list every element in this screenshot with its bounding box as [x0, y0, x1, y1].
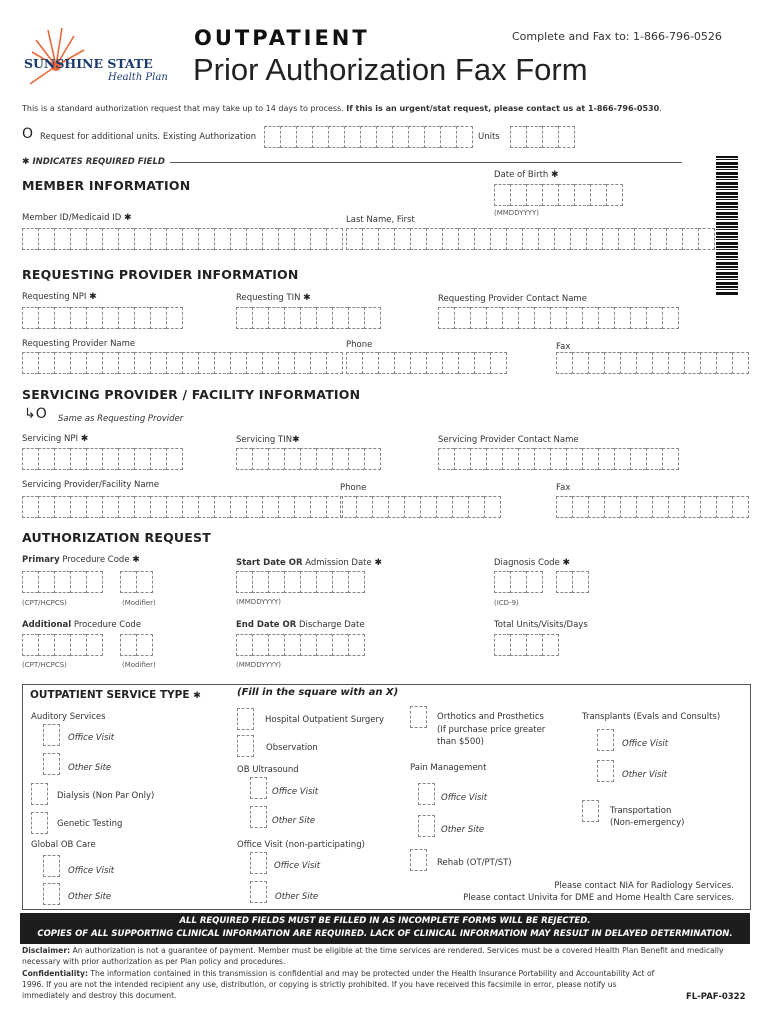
- diagnosis-label: Diagnosis Code ✱: [494, 558, 571, 568]
- office-visit-nonpar-label: Office Visit (non-participating): [237, 840, 365, 850]
- end-date-format: (MMDDYYYY): [236, 661, 282, 669]
- transportation-label-1: Transportation: [610, 806, 672, 816]
- servicing-phone-boxes[interactable]: [340, 496, 501, 518]
- auditory-other-site-label: Other Site: [68, 763, 112, 773]
- requesting-contact-label: Requesting Provider Contact Name: [438, 294, 587, 304]
- nia-note: Please contact NIA for Radiology Services.: [554, 881, 734, 891]
- auditory-office-visit-label: Office Visit: [68, 733, 115, 743]
- requesting-phone-boxes[interactable]: [346, 352, 507, 374]
- member-id-label: Member ID/Medicaid ID ✱: [22, 213, 132, 223]
- start-date-label: Start Date OR Admission Date ✱: [236, 558, 382, 568]
- form-type: OUTPATIENT: [194, 26, 370, 50]
- servicing-npi-boxes[interactable]: [22, 448, 183, 470]
- transplants-office-visit-label: Office Visit: [622, 739, 669, 749]
- requesting-fax-label: Fax: [556, 342, 571, 352]
- primary-procedure-label: Primary Procedure Code ✱: [22, 555, 140, 565]
- pain-other-site-checkbox[interactable]: [418, 815, 435, 837]
- dob-label: Date of Birth ✱: [494, 170, 559, 180]
- servicing-name-boxes[interactable]: [22, 496, 343, 518]
- univita-note: Please contact Univita for DME and Home Health Care services.: [463, 893, 734, 903]
- ob-ultrasound-office-visit-checkbox[interactable]: [250, 777, 267, 799]
- diagnosis-boxes-main[interactable]: [494, 571, 543, 593]
- urgent-contact-text: If this is an urgent/stat request, please contact us at 1-866-796-0530: [346, 104, 660, 113]
- transplants-label: Transplants (Evals and Consults): [582, 712, 721, 722]
- servicing-fax-boxes[interactable]: [556, 496, 749, 518]
- required-field-note: ✱ INDICATES REQUIRED FIELD: [22, 157, 165, 167]
- banner-line-2: COPIES OF ALL SUPPORTING CLINICAL INFORMATION ARE REQUIRED. LACK OF CLINICAL INFORMATION MAY RESULT IN DELAYED DETERMINATION.: [37, 929, 733, 939]
- orthotics-label-2: (If purchase price greater: [437, 725, 546, 735]
- servicing-npi-label: Servicing NPI ✱: [22, 434, 89, 444]
- global-ob-office-visit-checkbox[interactable]: [43, 855, 60, 877]
- start-date-format: (MMDDYYYY): [236, 598, 282, 606]
- service-type-heading: OUTPATIENT SERVICE TYPE ✱: [30, 689, 201, 701]
- barcode: [716, 156, 738, 296]
- nonpar-office-visit-label: Office Visit: [274, 861, 321, 871]
- end-date-label: End Date OR Discharge Date: [236, 620, 365, 630]
- diagnosis-boxes-decimal[interactable]: [556, 571, 589, 593]
- member-name-label: Last Name, First: [346, 215, 415, 225]
- total-units-label: Total Units/Visits/Days: [494, 620, 588, 630]
- additional-units-radio[interactable]: O: [22, 126, 34, 142]
- modifier-format-2: (Modifier): [122, 661, 156, 669]
- requesting-section-heading: REQUESTING PROVIDER INFORMATION: [22, 267, 299, 282]
- cpt-format-2: (CPT/HCPCS): [22, 661, 67, 669]
- servicing-contact-label: Servicing Provider Contact Name: [438, 435, 579, 445]
- same-as-requesting-radio[interactable]: ↳O: [24, 406, 47, 422]
- required-star-icon: ✱: [132, 555, 140, 565]
- pain-management-label: Pain Management: [410, 763, 487, 773]
- nonpar-other-site-checkbox[interactable]: [250, 881, 267, 903]
- required-star-icon: ✱: [22, 157, 30, 167]
- global-ob-other-site-label: Other Site: [68, 892, 112, 902]
- nonpar-office-visit-checkbox[interactable]: [250, 852, 267, 874]
- primary-modifier-boxes[interactable]: [120, 571, 153, 593]
- requesting-tin-boxes[interactable]: [236, 307, 381, 329]
- rehab-label: Rehab (OT/PT/ST): [437, 858, 512, 868]
- primary-cpt-boxes[interactable]: [22, 571, 103, 593]
- transplants-office-visit-checkbox[interactable]: [597, 729, 614, 751]
- existing-auth-boxes[interactable]: [264, 126, 473, 148]
- form-code: FL-PAF-0322: [686, 992, 746, 1002]
- dialysis-checkbox[interactable]: [31, 783, 48, 805]
- service-type-instruction: (Fill in the square with an X): [237, 687, 399, 698]
- servicing-phone-label: Phone: [340, 483, 367, 493]
- total-units-boxes[interactable]: [494, 634, 559, 656]
- genetic-label: Genetic Testing: [57, 819, 123, 829]
- pain-other-site-label: Other Site: [441, 825, 485, 835]
- transportation-label-2: (Non-emergency): [610, 818, 685, 828]
- required-star-icon: ✱: [551, 170, 559, 180]
- observation-checkbox[interactable]: [237, 735, 254, 757]
- global-ob-label: Global OB Care: [31, 840, 96, 850]
- units-boxes[interactable]: [510, 126, 575, 148]
- brand-name: SUNSHINE STATE: [24, 56, 153, 71]
- required-fields-banner: [20, 913, 750, 944]
- servicing-section-heading: SERVICING PROVIDER / FACILITY INFORMATION: [22, 387, 361, 402]
- required-star-icon: ✱: [292, 435, 300, 445]
- additional-units-label: Request for additional units. Existing Authorization: [40, 132, 257, 142]
- fax-instruction: Complete and Fax to: 1-866-796-0526: [512, 30, 722, 43]
- required-star-icon: ✱: [124, 213, 132, 223]
- same-as-requesting-label: Same as Requesting Provider: [58, 414, 184, 424]
- requesting-name-boxes[interactable]: [22, 352, 343, 374]
- orthotics-label-1: Orthotics and Prosthetics: [437, 712, 544, 722]
- auditory-other-site-checkbox[interactable]: [43, 753, 60, 775]
- required-star-icon: ✱: [562, 558, 571, 568]
- member-name-boxes[interactable]: [346, 228, 715, 250]
- requesting-contact-boxes[interactable]: [438, 307, 679, 329]
- start-date-boxes[interactable]: [236, 571, 365, 593]
- global-ob-other-site-checkbox[interactable]: [43, 883, 60, 905]
- ob-ultrasound-label: OB Ultrasound: [237, 765, 299, 775]
- ob-ultrasound-other-site-label: Other Site: [272, 816, 316, 826]
- servicing-name-label: Servicing Provider/Facility Name: [22, 480, 160, 490]
- pain-office-visit-checkbox[interactable]: [418, 783, 435, 805]
- required-star-icon: ✱: [80, 434, 89, 444]
- icd-format: (ICD-9): [494, 599, 519, 607]
- servicing-fax-label: Fax: [556, 483, 571, 493]
- additional-procedure-label: Additional Procedure Code: [22, 620, 142, 630]
- nonpar-other-site-label: Other Site: [275, 892, 319, 902]
- observation-label: Observation: [266, 743, 318, 753]
- global-ob-office-visit-label: Office Visit: [68, 866, 115, 876]
- auth-section-heading: AUTHORIZATION REQUEST: [22, 530, 211, 545]
- confidentiality: Confidentiality: The information contained in this transmission is confidential and may be protected under the Health Insurance Portability and Accountability Act of 1996. If you are not the intended recipient any use, distribution, or copying is strictly prohibited. If you have received this facsimile in error, please notify us immediately and destroy this document.: [22, 969, 655, 1000]
- units-label: Units: [478, 132, 500, 142]
- orthotics-label-3: than $500): [437, 737, 484, 747]
- member-section-heading: MEMBER INFORMATION: [22, 178, 191, 193]
- form-title: Prior Authorization Fax Form: [193, 52, 588, 87]
- required-star-icon: ✱: [89, 292, 97, 302]
- transplants-other-visit-label: Other Visit: [622, 770, 668, 780]
- divider: [170, 162, 682, 163]
- requesting-npi-label: Requesting NPI ✱: [22, 292, 97, 302]
- intro-text: This is a standard authorization request that may take up to 14 days to process. If this is an urgent/stat request, please contact us at 1-866-796-0530.: [22, 104, 662, 113]
- additional-modifier-boxes[interactable]: [120, 634, 153, 656]
- member-id-boxes[interactable]: [22, 228, 343, 250]
- hospital-outpatient-checkbox[interactable]: [237, 708, 254, 730]
- dob-format: (MMDDYYYY): [494, 209, 540, 217]
- required-star-icon: ✱: [193, 691, 201, 701]
- requesting-fax-boxes[interactable]: [556, 352, 749, 374]
- banner-line-1: ALL REQUIRED FIELDS MUST BE FILLED IN AS INCOMPLETE FORMS WILL BE REJECTED.: [179, 916, 591, 926]
- servicing-contact-boxes[interactable]: [438, 448, 679, 470]
- servicing-tin-label: Servicing TIN✱: [236, 435, 300, 445]
- brand-subtitle: Health Plan: [108, 72, 168, 83]
- orthotics-checkbox[interactable]: [410, 706, 427, 728]
- dob-boxes[interactable]: [494, 184, 623, 206]
- required-star-icon: ✱: [303, 293, 311, 303]
- ob-ultrasound-other-site-checkbox[interactable]: [250, 806, 267, 828]
- dialysis-label: Dialysis (Non Par Only): [57, 791, 155, 801]
- requesting-npi-boxes[interactable]: [22, 307, 183, 329]
- servicing-tin-boxes[interactable]: [236, 448, 381, 470]
- rehab-checkbox[interactable]: [410, 849, 427, 871]
- transportation-checkbox[interactable]: [582, 800, 599, 822]
- modifier-format: (Modifier): [122, 599, 156, 607]
- disclaimer: Disclaimer: An authorization is not a guarantee of payment. Member must be eligible at the time services are rendered. Services must be a covered Health Plan Benefit and medically necessary with prior authorization as per Plan policy and procedures.: [22, 946, 724, 966]
- hospital-outpatient-label: Hospital Outpatient Surgery: [265, 715, 385, 725]
- genetic-checkbox[interactable]: [31, 812, 48, 834]
- auditory-office-visit-checkbox[interactable]: [43, 724, 60, 746]
- additional-cpt-boxes[interactable]: [22, 634, 103, 656]
- required-star-icon: ✱: [374, 558, 382, 568]
- requesting-phone-label: Phone: [346, 340, 373, 350]
- pain-office-visit-label: Office Visit: [441, 793, 488, 803]
- auditory-label: Auditory Services: [31, 712, 106, 722]
- ob-ultrasound-office-visit-label: Office Visit: [272, 787, 319, 797]
- transplants-other-visit-checkbox[interactable]: [597, 760, 614, 782]
- end-date-boxes[interactable]: [236, 634, 365, 656]
- cpt-format: (CPT/HCPCS): [22, 599, 67, 607]
- requesting-name-label: Requesting Provider Name: [22, 339, 136, 349]
- requesting-tin-label: Requesting TIN ✱: [236, 293, 311, 303]
